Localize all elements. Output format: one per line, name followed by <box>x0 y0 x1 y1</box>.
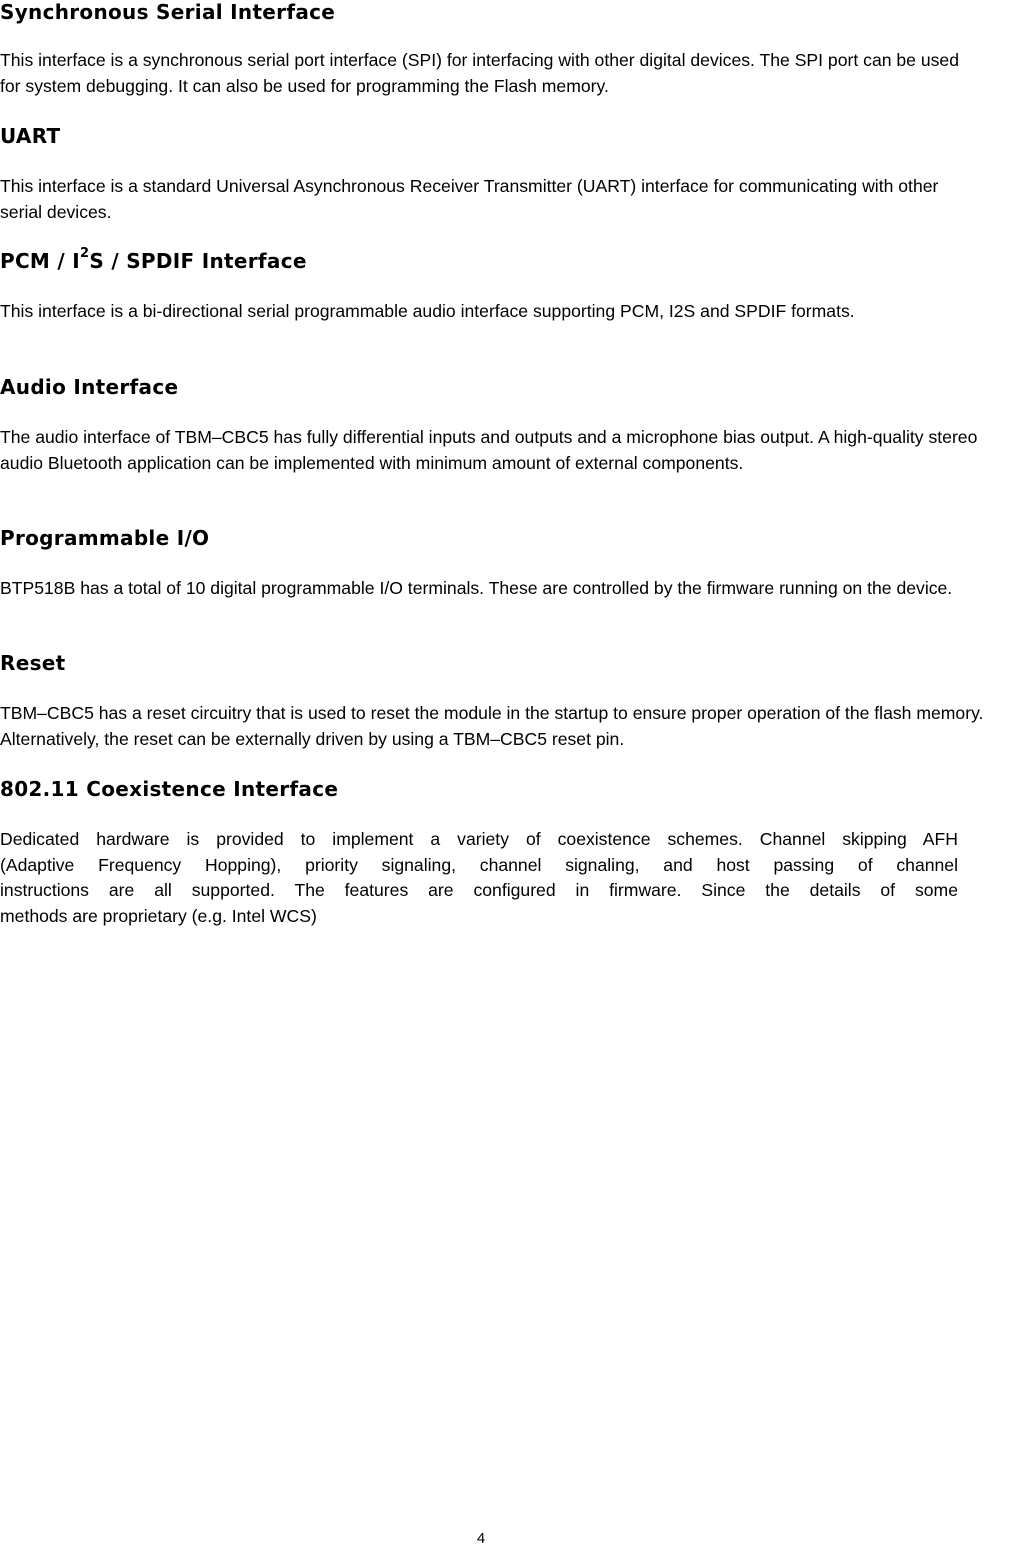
paragraph-line: Dedicated hardware is provided to implement a variety of coexistence schemes. Channel skipping AFH <box>0 829 958 849</box>
section-paragraph: This interface is a synchronous serial port interface (SPI) for interfacing with other digital devices. The SPI port can be used for system debugging. It can also be used for programming the Flash memory. <box>0 50 960 96</box>
section-paragraph: TBM–CBC5 has a reset circuitry that is used to reset the module in the startup to ensure proper operation of the flash memory. Alternatively, the reset can be externally driven by using a TBM–CBC5 reset pin. <box>0 703 984 749</box>
paragraph-line: (Adaptive Frequency Hopping), priority signaling, channel signaling, and host passing of channel <box>0 854 958 875</box>
section-heading <box>0 246 1011 273</box>
section-heading: 802.11 Coexistence Interface <box>0 777 339 801</box>
section-paragraph: The audio interface of TBM–CBC5 has fully differential inputs and outputs and a microphone bias output. A high-quality stereo audio Bluetooth application can be implemented with minimum amount of external components. <box>0 427 978 473</box>
paragraph-line: instructions are all supported. The features are configured in firmware. Since the details of some <box>0 880 958 900</box>
section-pcm-i2s-spdif-interface <box>0 246 1011 325</box>
section-synchronous-serial-interface <box>0 0 1011 99</box>
section-80211-coexistence-interface <box>0 777 1011 929</box>
section-paragraph <box>0 827 958 929</box>
section-paragraph: This interface is a bi-directional serial programmable audio interface supporting PCM, I2S and SPDIF formats. <box>0 301 855 321</box>
section-paragraph: BTP518B has a total of 10 digital programmable I/O terminals. These are controlled by the firmware running on the device. <box>0 578 953 598</box>
heading-text-prefix: PCM / I <box>0 249 81 273</box>
paragraph-line: methods are proprietary (e.g. Intel WCS) <box>0 905 317 926</box>
section-heading: Programmable I/O <box>0 526 210 550</box>
section-paragraph: This interface is a standard Universal Asynchronous Receiver Transmitter (UART) interface for communicating with other serial devices. <box>0 176 939 222</box>
section-reset <box>0 651 1011 752</box>
section-uart <box>0 124 1011 225</box>
section-programmable-io <box>0 526 1011 602</box>
heading-superscript: 2 <box>80 246 90 262</box>
heading-text-suffix: S / SPDIF Interface <box>89 249 307 273</box>
section-heading: Audio Interface <box>0 375 179 399</box>
page-number: 4 <box>476 1530 486 1547</box>
section-heading: Reset <box>0 651 66 675</box>
section-audio-interface <box>0 375 1011 476</box>
section-heading: Synchronous Serial Interface <box>0 0 336 24</box>
section-heading: UART <box>0 124 61 148</box>
